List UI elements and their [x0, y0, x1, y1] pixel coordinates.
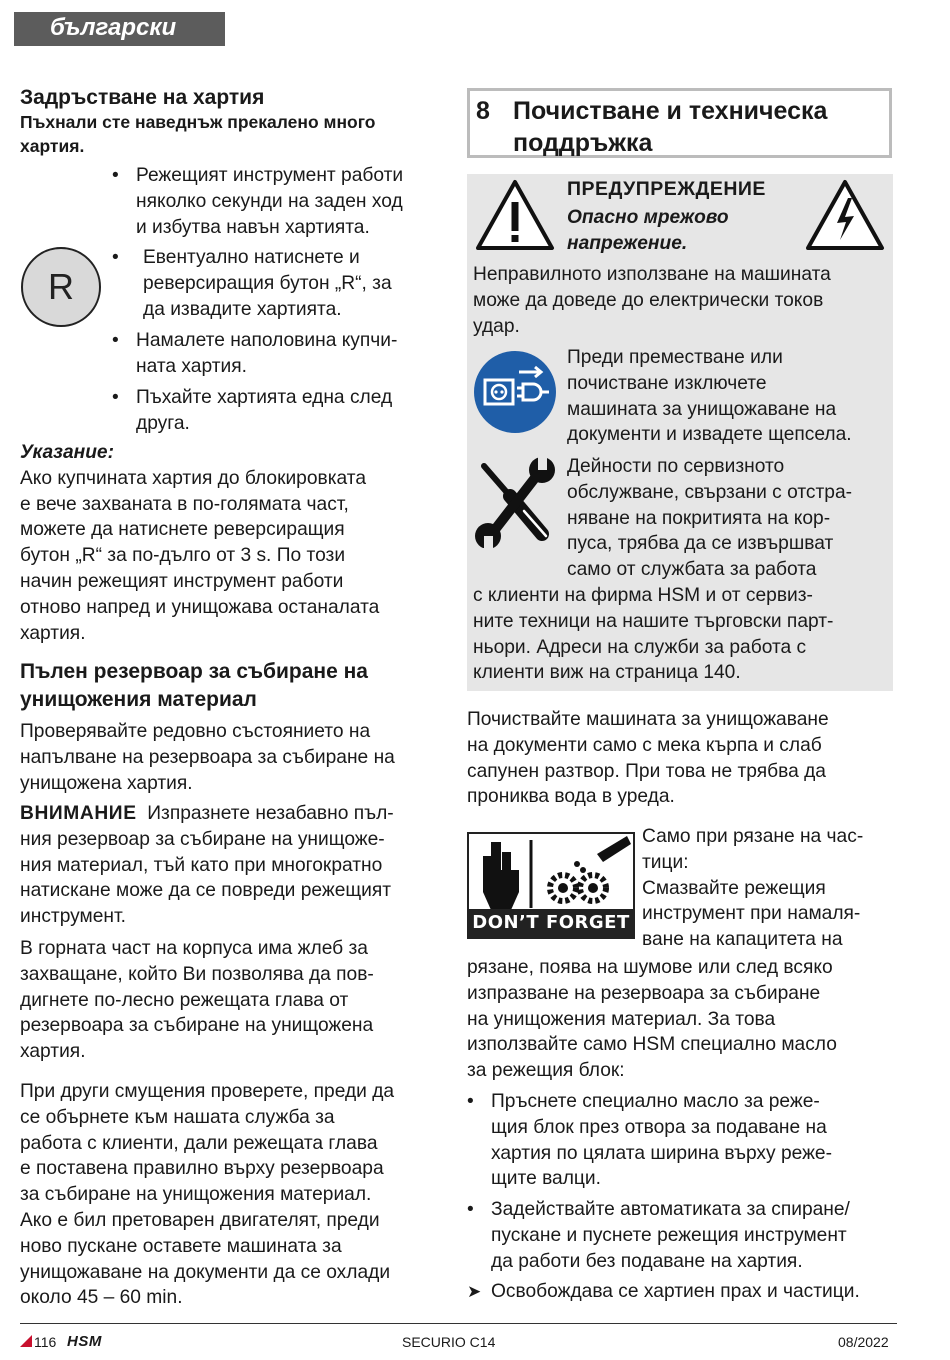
note-block: Указание: Ако купчината хартия до блокировката е вече захваната в по-голямата част, можете да натиснете реверсиращия бутон „R“ за по-дълго от 3 s. По този начин режещият инструмент работи отново напред и унищожава останалата хартия. [20, 440, 450, 646]
full-bin-para-2: В горната част на корпуса има жлеб за захващане, който Ви позволява да пов- дигнете по-лесно режещата глава от резервоара за събиране на унищожена хартия. [20, 938, 374, 1063]
full-bin-heading: Пълен резервоар за събиране на унищожения материал [20, 660, 368, 711]
note-label: Указание: [20, 442, 114, 463]
page-number: 116 [34, 1334, 57, 1350]
chapter-number: 8 [476, 97, 490, 125]
paper-jam-subheading-2: хартия. [20, 136, 85, 156]
model-name: SECURIO C14 [402, 1334, 496, 1350]
unplug-instruction: Преди преместване или почистване изключете машината за унищожаване на документи и извадете щепсела. [567, 347, 852, 446]
full-bin-para-1: Проверявайте редовно състоянието на напълване на резервоара за събиране на унищожена хартия. [20, 721, 395, 794]
chapter-title: Почистване и техническа поддръжка [513, 97, 828, 157]
full-bin-para-3: При други смущения проверете, преди да се обърнете към нашата служба за работа с клиенти, дали режещата глава е поставена правилно върху резервоара за събиране на унищожения материал. Ако е бил претоварен двигателят, преди ново пускане оставете машината за унищожаване на документи да се охлади около 45 – 60 min. [20, 1081, 395, 1309]
oil-text: рязане, поява на шумове или след всяко изпразване на резервоара за събиране на унищожения материал. За това използвайте само HSM специално масло за режещия блок: [467, 957, 837, 1082]
dont-forget-label: DON’T FORGET [469, 909, 633, 937]
warning-triangle-icon [474, 178, 556, 252]
issue-date: 08/2022 [838, 1334, 889, 1350]
reverse-button-icon: R [21, 247, 101, 327]
arrow-right-icon: ➤ [467, 1282, 482, 1301]
dont-forget-oil-icon [467, 832, 635, 939]
paper-jam-heading: Задръстване на хартия [20, 86, 265, 109]
brand-logo: HSM [67, 1333, 102, 1350]
language-label: български [50, 14, 177, 41]
tools-icon [472, 456, 562, 548]
unplug-mandatory-icon [473, 350, 557, 434]
service-text: с клиенти на фирма HSM и от сервиз- ните техници на нашите търговски парт- ньори. Адреси на служби за работа с клиенти виж на страница 140. [473, 585, 834, 684]
language-tab [14, 12, 225, 46]
paper-jam-subheading-1: Пъхнали сте наведнъж прекалено много [20, 112, 376, 132]
chapter-heading [467, 88, 892, 158]
hazard-description: Опасно мрежово напрежение. [567, 207, 729, 254]
oil-text-indented: Само при рязане на час- тици: Смазвайте режещия инструмент при намаля- ване на капацитета на [642, 826, 864, 951]
electric-hazard-icon [804, 178, 886, 252]
warning-label: ПРЕДУПРЕЖДЕНИЕ [567, 178, 766, 200]
footer-rule [20, 1323, 897, 1324]
attention-block: ВНИМАНИЕ Изпразнете незабавно пъл- ния резервоар за събиране на унищоже- ния материал, тъй като при многократно натискане може да се повреди режещият инструмент. [20, 803, 394, 928]
page-marker-icon [20, 1335, 32, 1347]
cleaning-instructions: Почиствайте машината за унищожаване на документи само с мека кърпа и слаб сапунен разтвор. При това не трябва да прониква вода в уреда. [467, 709, 829, 808]
attention-label: ВНИМАНИЕ [20, 803, 137, 824]
warning-text: Неправилното използване на машината може да доведе до електрически токов удар. [473, 264, 831, 337]
service-text-indented: Дейности по сервизното обслужване, свързани с отстра- няване на покритията на кор- пуса, трябва да се извършват само от службата за работа [567, 456, 853, 581]
